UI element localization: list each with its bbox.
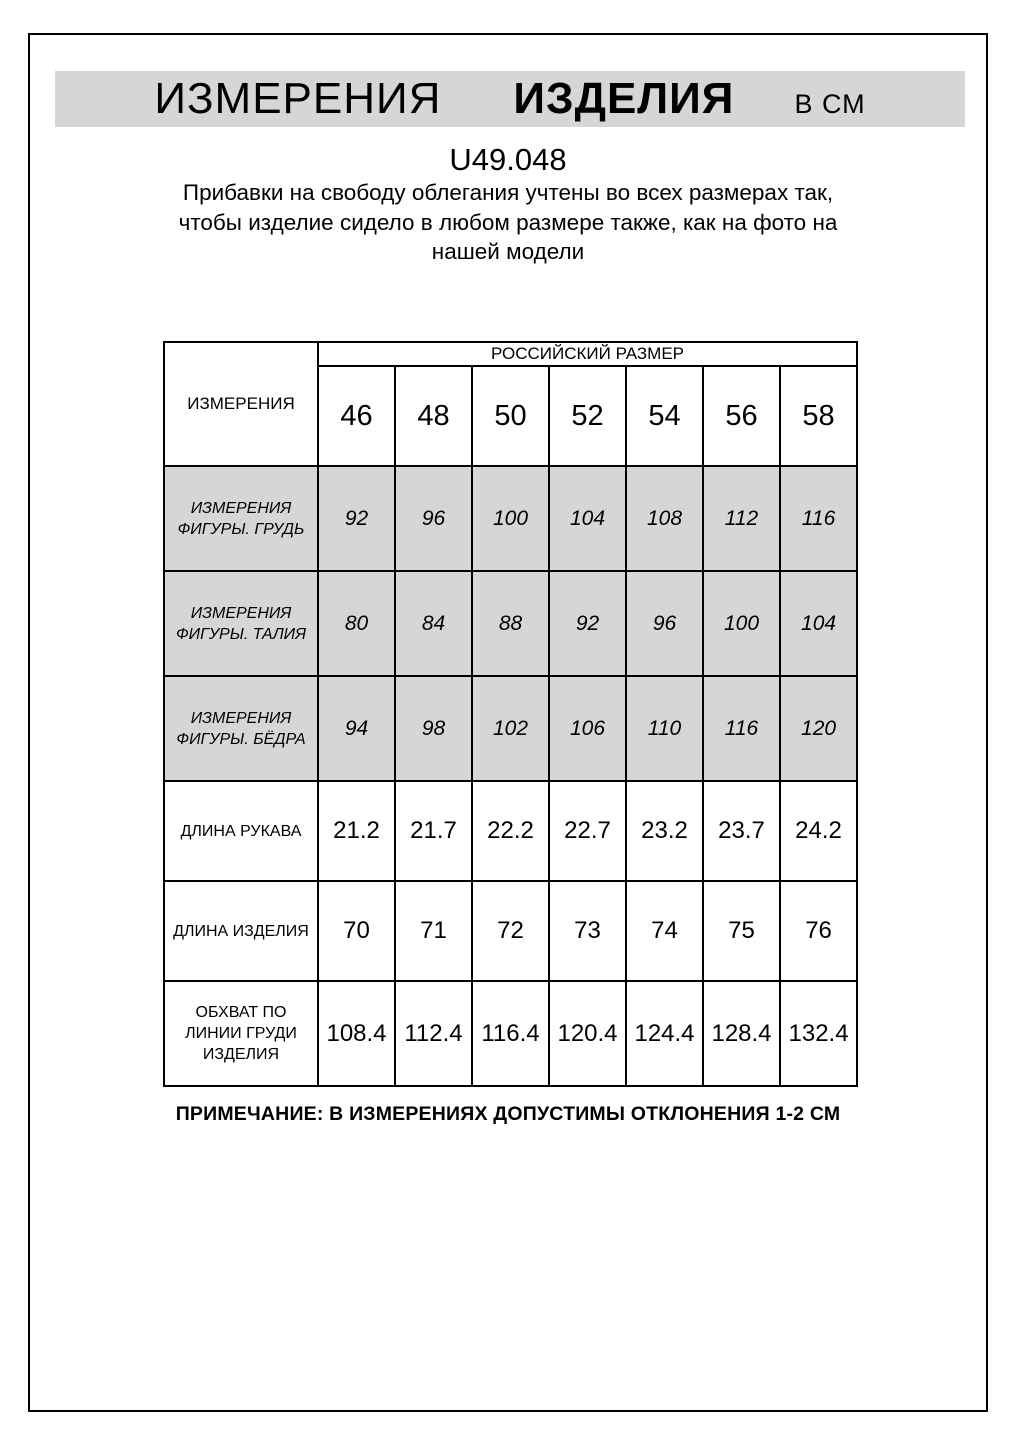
value-cell: 76 [780,881,857,981]
size-column-header: 54 [626,366,703,466]
size-column-header: 50 [472,366,549,466]
product-code: U49.048 [449,142,567,177]
value-cell: 106 [549,676,626,781]
value-cell: 112.4 [395,981,472,1086]
value-cell: 116 [703,676,780,781]
value-cell: 84 [395,571,472,676]
value-cell: 124.4 [626,981,703,1086]
value-cell: 108.4 [318,981,395,1086]
value-cell: 104 [780,571,857,676]
value-cell: 116 [780,466,857,571]
row-label: ИЗМЕРЕНИЯ ФИГУРЫ. ГРУДЬ [164,466,318,571]
header-title-product: ИЗДЕЛИЯ [513,74,735,123]
value-cell: 24.2 [780,781,857,881]
value-cell: 100 [472,466,549,571]
value-cell: 120 [780,676,857,781]
value-cell: 96 [626,571,703,676]
value-cell: 21.2 [318,781,395,881]
size-column-header: 48 [395,366,472,466]
value-cell: 80 [318,571,395,676]
russian-size-group-label: РОССИЙСКИЙ РАЗМЕР [318,342,857,366]
value-cell: 92 [549,571,626,676]
value-cell: 72 [472,881,549,981]
value-cell: 128.4 [703,981,780,1086]
size-column-header: 56 [703,366,780,466]
row-label: ОБХВАТ ПО ЛИНИИ ГРУДИ ИЗДЕЛИЯ [164,981,318,1086]
value-cell: 70 [318,881,395,981]
value-cell: 75 [703,881,780,981]
value-cell: 100 [703,571,780,676]
value-cell: 104 [549,466,626,571]
value-cell: 120.4 [549,981,626,1086]
value-cell: 98 [395,676,472,781]
page-border-frame [28,33,988,1412]
value-cell: 23.7 [703,781,780,881]
table-row [164,881,857,981]
fit-description: Прибавки на свободу облегания учтены во всех размерах так, чтобы изделие сидело в любом размере также, как на фото на нашей модели [178,180,838,264]
size-column-header: 52 [549,366,626,466]
size-column-header: 46 [318,366,395,466]
row-label: ИЗМЕРЕНИЯ ФИГУРЫ. ТАЛИЯ [164,571,318,676]
size-table-header [164,342,857,466]
table-row [164,676,857,781]
value-cell: 108 [626,466,703,571]
size-group-row [164,342,857,366]
size-table-body [164,466,857,1086]
value-cell: 21.7 [395,781,472,881]
value-cell: 116.4 [472,981,549,1086]
value-cell: 22.2 [472,781,549,881]
header-title-measurements: ИЗМЕРЕНИЯ [154,74,442,123]
size-table [163,341,858,1087]
value-cell: 110 [626,676,703,781]
table-row [164,981,857,1086]
row-label: ИЗМЕРЕНИЯ ФИГУРЫ. БЁДРА [164,676,318,781]
value-cell: 96 [395,466,472,571]
header-units-label: В СМ [794,89,866,119]
value-cell: 23.2 [626,781,703,881]
size-column-header: 58 [780,366,857,466]
value-cell: 92 [318,466,395,571]
table-row [164,781,857,881]
table-row [164,571,857,676]
value-cell: 73 [549,881,626,981]
value-cell: 94 [318,676,395,781]
value-cell: 112 [703,466,780,571]
tolerance-note: ПРИМЕЧАНИЕ: В ИЗМЕРЕНИЯХ ДОПУСТИМЫ ОТКЛОНЕНИЯ 1-2 СМ [175,1103,841,1125]
header-bar [55,71,965,127]
row-label: ДЛИНА РУКАВА [164,781,318,881]
value-cell: 22.7 [549,781,626,881]
value-cell: 88 [472,571,549,676]
table-row [164,466,857,571]
value-cell: 71 [395,881,472,981]
measurements-corner-label: ИЗМЕРЕНИЯ [164,342,318,466]
row-label: ДЛИНА ИЗДЕЛИЯ [164,881,318,981]
value-cell: 74 [626,881,703,981]
value-cell: 132.4 [780,981,857,1086]
value-cell: 102 [472,676,549,781]
